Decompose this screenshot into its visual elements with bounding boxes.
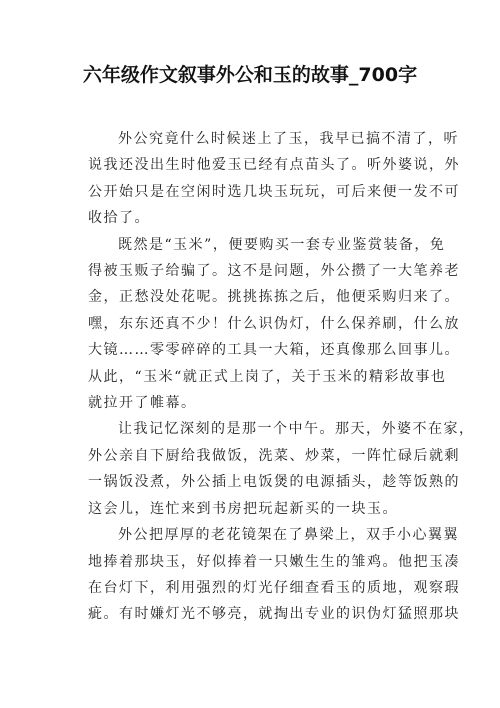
text-line: 外公亲自下厨给我做饭，洗菜、炒菜，一阵忙碌后就剩 [88,447,460,464]
text-line: 外公把厚厚的老花镜架在了鼻梁上，双手小心翼翼 [118,527,459,544]
paragraph-4 [88,522,460,628]
text-line: 公开始只是在空闲时选几块玉玩玩，可后来便一发不可 [88,183,460,200]
text-line: 从此，“玉米“就正式上岗了，关于玉米的精彩故事也 [88,368,447,385]
paragraph-1 [88,126,460,232]
text-line: 大镜……零零碎碎的工具一大箱，还真像那么回事儿。 [88,342,460,359]
text-line: 在台灯下，利用强烈的灯光仔细查看玉的质地，观察瑕 [88,579,460,596]
text-line: 一锅饭没煮，外公插上电饭煲的电源插头，趁等饭熟的 [88,474,460,491]
text-line: 让我记忆深刻的是那一个中午。那天，外婆不在家， [118,421,475,438]
document-title: 六年级作文叙事外公和玉的故事_700字 [82,64,418,86]
text-line: 疵。有时嫌灯光不够亮，就掏出专业的识伪灯猛照那块 [88,606,460,623]
text-line: 地捧着那块玉，好似捧着一只嫩生生的雏鸡。他把玉凑 [88,553,460,570]
text-line: 说我还没出生时他爱玉已经有点苗头了。听外婆说，外 [88,157,460,174]
text-line: 得被玉贩子给骗了。这不是问题，外公攒了一大笔养老 [88,263,460,280]
text-line: 金，正愁没处花呢。挑挑拣拣之后，他便采购归来了。 [88,289,460,306]
text-line: 嘿，东东还真不少！什么识伪灯，什么保养刷，什么放 [88,315,460,332]
paragraph-2 [88,232,460,417]
text-line: 既然是“玉米”，便要购买一套专业鉴赏装备，免 [118,236,446,253]
text-line: 这会儿，连忙来到书房把玩起新买的一块玉。 [88,500,398,517]
text-line: 收拾了。 [88,210,150,227]
paragraph-3 [88,416,475,522]
article-body [88,126,475,628]
text-line: 就拉开了帷幕。 [88,395,197,412]
text-line: 外公究竟什么时候迷上了玉，我早已搞不清了，听 [118,131,459,147]
